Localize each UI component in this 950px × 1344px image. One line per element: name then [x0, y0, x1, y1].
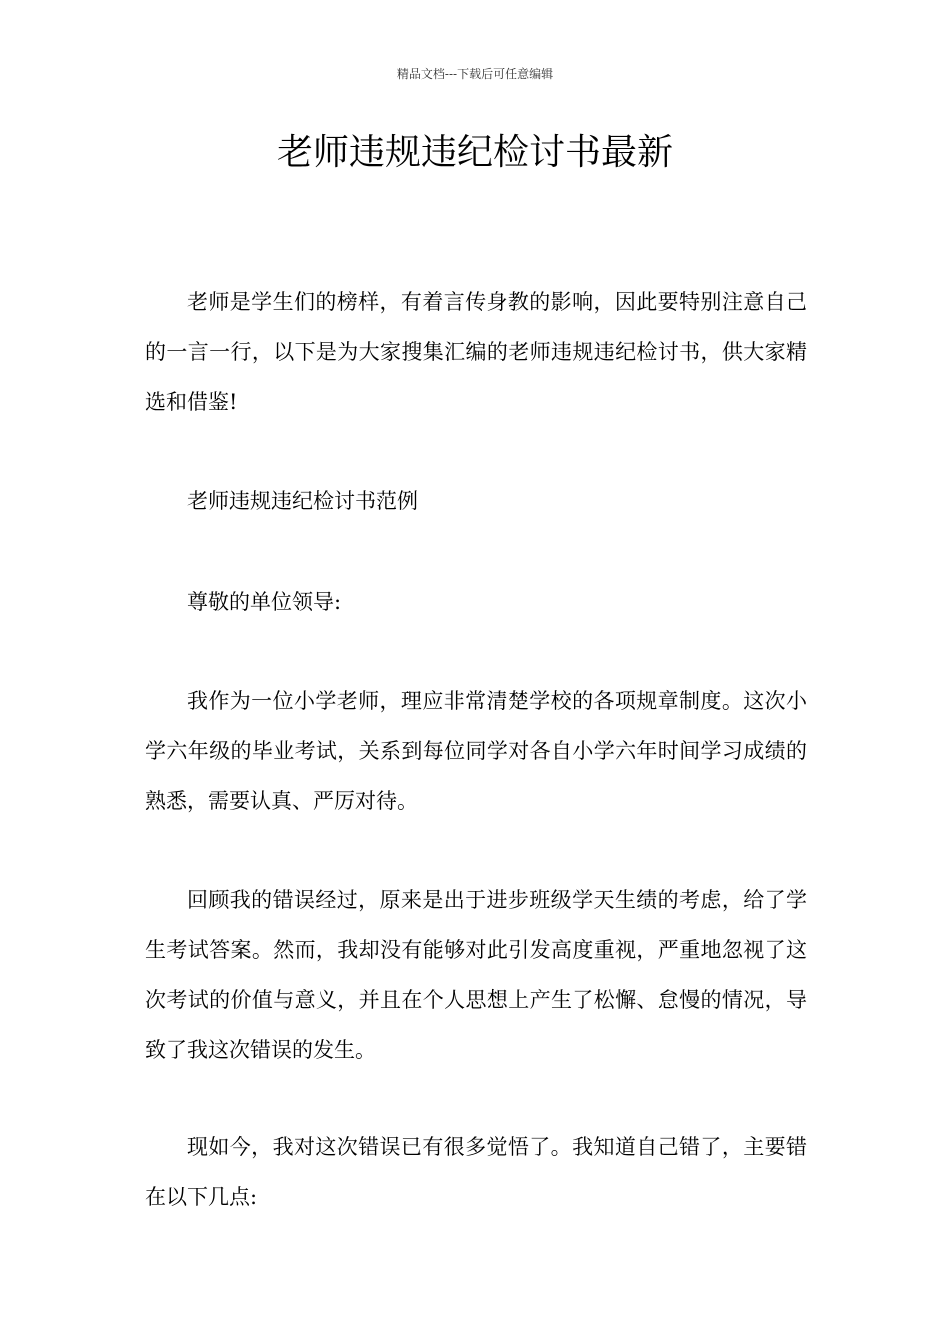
header-note: 精品文档---下载后可任意编辑 [396, 67, 554, 81]
section-heading: 老师违规违纪检讨书范例 [187, 489, 418, 513]
salutation: 尊敬的单位领导: [187, 590, 342, 614]
intro-paragraph: 老师是学生们的榜样，有着言传身教的影响，因此要特别注意自己的一言一行，以下是为大家搜集汇编的老师违规违纪检讨书，供大家精选和借鉴! [145, 290, 807, 414]
body-paragraph: 回顾我的错误经过，原来是出于进步班级学天生绩的考虑，给了学生考试答案。然而，我却没有能够对此引发高度重视，严重地忽视了这次考试的价值与意义，并且在个人思想上产生了松懈、怠慢的情况，导致了我这次错误的发生。 [145, 888, 807, 1062]
body-paragraph: 我作为一位小学老师，理应非常清楚学校的各项规章制度。这次小学六年级的毕业考试，关系到每位同学对各自小学六年时间学习成绩的熟悉，需要认真、严厉对待。 [145, 689, 807, 813]
document-title: 老师违规违纪检讨书最新 [276, 132, 673, 173]
body-paragraph: 现如今，我对这次错误已有很多觉悟了。我知道自己错了，主要错在以下几点: [145, 1135, 807, 1209]
